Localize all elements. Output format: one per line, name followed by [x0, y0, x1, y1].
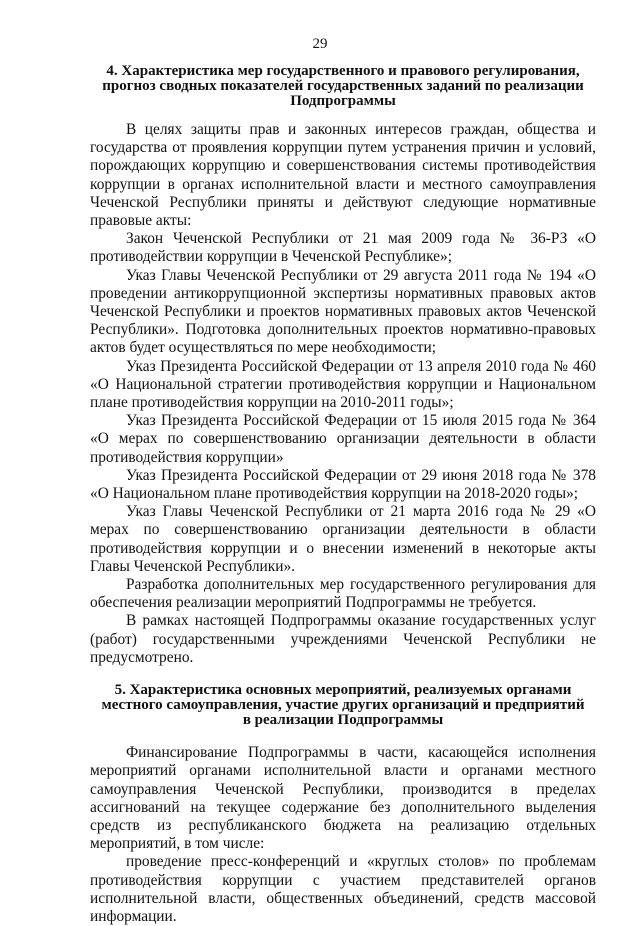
legal-act-presidential-decree-364: Указ Президента Российской Федерации от 15 июля 2015 года № 364 «О мерах по совершенствованию организации деятельности в области противодействия коррупции»: [90, 412, 596, 466]
section-5-heading-line: 5. Характеристика основных мероприятий, реализуемых органами: [114, 682, 572, 699]
section-4-heading: [90, 64, 596, 109]
section-4-intro-paragraph: В целях защиты прав и законных интересов граждан, общества и государства от проявления коррупции путем устранения причин и условий, порождающих коррупцию и совершенствования системы противодействия коррупции в органах исполнительной власти и местного самоуправления Чеченской Республики приняты и действуют следующие нормативные правовые акты:: [90, 121, 596, 230]
state-services-paragraph: В рамках настоящей Подпрограммы оказание государственных услуг (работ) государственными учреждениями Чеченской Республики не предусмотрено.: [90, 612, 596, 666]
section-5-heading: [90, 683, 596, 728]
legal-act-chechen-law-36: Закон Чеченской Республики от 21 мая 2009 года № 36-РЗ «О противодействии коррупции в Чеченской Республике»;: [90, 230, 596, 266]
section-5-heading-line: местного самоуправления, участие других организаций и предприятий: [101, 697, 585, 714]
press-conferences-paragraph: проведение пресс-конференций и «круглых столов» по проблемам противодействия коррупции с участием представителей органов исполнительной власти, общественных объединений, средств массовой информации.: [90, 853, 596, 925]
section-4-heading-line: 4. Характеристика мер государственного и правового регулирования,: [106, 63, 580, 79]
section-4-heading-line: Подпрограммы: [290, 93, 396, 109]
legal-act-presidential-decree-378: Указ Президента Российской Федерации от 29 июня 2018 года № 378 «О Национальном плане противодействия коррупции на 2018-2020 годы»;: [90, 466, 596, 503]
page-content: [90, 64, 596, 926]
legal-act-presidential-decree-460: Указ Президента Российской Федерации от 13 апреля 2010 года № 460 «О Национальной стратегии противодействия коррупции и Национальном плане противодействия коррупции на 2010-2011 годы»;: [90, 357, 596, 412]
financing-paragraph: Финансирование Подпрограммы в части, касающейся исполнения мероприятий органами исполнительной власти и органами местного самоуправления Чеченской Республики, производится в пределах ассигнований на текущее содержание без дополнительного выделения средств из республиканского бюджета на реализацию отдельных мероприятий, в том числе:: [90, 744, 596, 853]
additional-measures-paragraph: Разработка дополнительных мер государственного регулирования для обеспечения реализации мероприятий Подпрограммы не требуется.: [90, 576, 596, 612]
section-4-heading-line: прогноз сводных показателей государственных заданий по реализации: [102, 78, 584, 94]
section-5-heading-line: в реализации Подпрограммы: [242, 712, 444, 729]
legal-act-decree-head-29: Указ Главы Чеченской Республики от 21 марта 2016 года № 29 «О мерах по совершенствованию организации деятельности в области противодействия коррупции и о внесении изменений в некоторые акты Главы Чеченской Республики».: [90, 503, 596, 575]
page-number: 29: [312, 36, 328, 52]
legal-act-decree-head-194: Указ Главы Чеченской Республики от 29 августа 2011 года № 194 «О проведении антикоррупционной экспертизы нормативных правовых актов Чеченской Республики и проектов нормативных правовых актов Чеченской Республики». Подготовка дополнительных проектов нормативно-правовых актов будет осуществляться по мере необходимости;: [90, 266, 596, 357]
